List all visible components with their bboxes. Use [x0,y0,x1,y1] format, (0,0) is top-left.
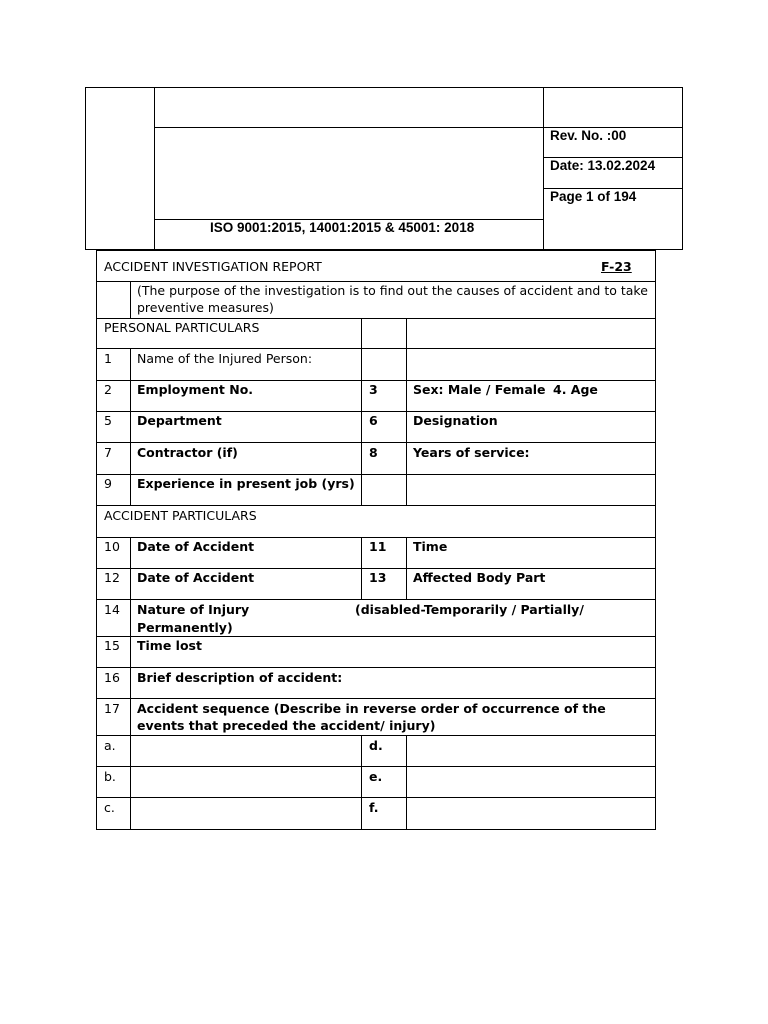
designation-label: Designation [413,413,498,428]
row-number: 10 [104,539,120,554]
row-number: 12 [104,570,120,585]
row-number: 3 [369,382,378,397]
row-divider [96,505,656,506]
row-divider [96,698,656,699]
row-number: 9 [104,476,112,491]
sex-label: Sex: Male / Female [413,382,546,397]
sequence-item-f: f. [369,800,379,815]
date-of-accident-label: Date of Accident [137,539,255,554]
document-date: Date: 13.02.2024 [550,158,656,173]
affected-body-part-label: Affected Body Part [413,570,546,585]
column-divider [406,318,407,505]
sequence-item-e: e. [369,769,383,784]
row-number: 11 [369,539,387,554]
row-divider [96,735,656,736]
injury-type-options: (disabled-Temporarily / Partially/ [355,602,584,617]
column-divider [130,281,131,318]
sequence-item-a: a. [104,738,116,753]
row-number: 15 [104,638,120,653]
header-divider [543,87,544,250]
row-divider [96,667,656,668]
row-number: 5 [104,413,112,428]
row-number: 8 [369,445,378,460]
brief-description-label: Brief description of accident: [137,670,343,685]
nature-of-injury-label: Nature of Injury [137,602,250,617]
accident-sequence-label: Accident sequence (Describe in reverse order of occurrence of the events that preceded the accident/ injury) [137,701,606,733]
department-label: Department [137,413,222,428]
row-number: 2 [104,382,112,397]
column-divider [361,537,362,599]
sequence-item-c: c. [104,800,115,815]
revision-number: Rev. No. :00 [550,128,627,143]
section-accident-particulars: ACCIDENT PARTICULARS [104,508,257,523]
time-lost-label: Time lost [137,638,202,653]
employment-no-label: Employment No. [137,382,254,397]
row-number: 7 [104,445,112,460]
date-of-accident-label: Date of Accident [137,570,255,585]
column-divider [361,318,362,505]
years-of-service-label: Years of service: [413,445,530,460]
row-divider [96,766,656,767]
column-divider [130,348,131,505]
injury-type-permanently: Permanently) [137,620,233,635]
column-divider [130,537,131,830]
row-number: 6 [369,413,378,428]
form-title: ACCIDENT INVESTIGATION REPORT [104,259,322,274]
experience-label: Experience in present job (yrs) [137,476,355,491]
iso-standards: ISO 9001:2015, 14001:2015 & 45001: 2018 [210,220,475,235]
section-personal-particulars: PERSONAL PARTICULARS [104,320,260,335]
row-number: 16 [104,670,120,685]
column-divider [406,537,407,599]
row-number: 13 [369,570,387,585]
row-divider [96,348,656,349]
form-purpose: (The purpose of the investigation is to find out the causes of accident and to take preventive measures) [137,283,648,315]
injured-person-name-label: Name of the Injured Person: [137,351,313,366]
row-divider [96,797,656,798]
sequence-item-b: b. [104,769,116,784]
row-number: 17 [104,701,120,716]
column-divider [406,735,407,830]
column-divider [361,735,362,830]
row-divider [96,442,656,443]
contractor-label: Contractor (if) [137,445,238,460]
time-label: Time [413,539,448,554]
page-number: Page 1 of 194 [550,189,637,204]
row-number: 14 [104,602,120,617]
form-code: F-23 [601,259,632,274]
age-label: 4. Age [553,382,598,397]
sequence-item-d: d. [369,738,383,753]
row-number: 1 [104,351,112,366]
header-divider [154,87,155,250]
row-divider [96,599,656,600]
